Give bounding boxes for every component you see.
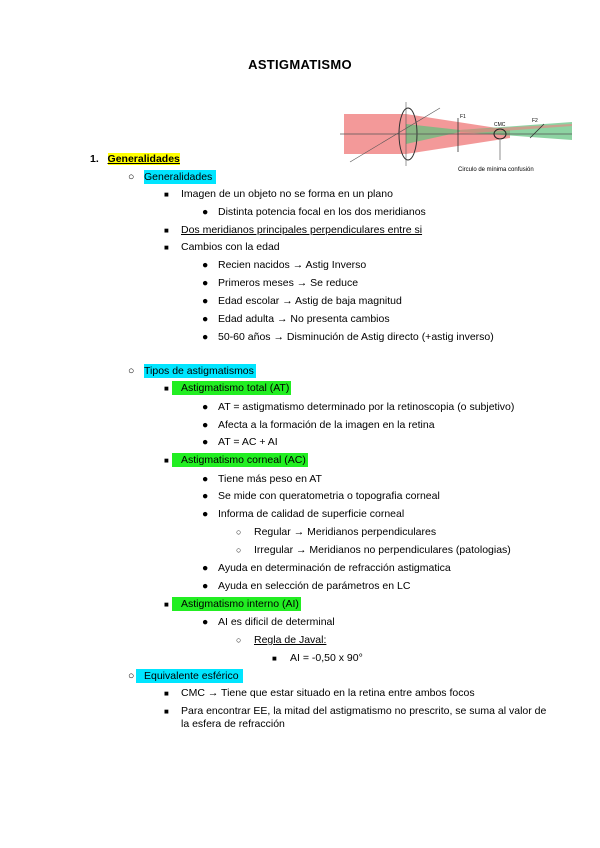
ai-label: Astigmatismo interno (AI) bbox=[172, 597, 301, 611]
dot-bullet-icon: ● bbox=[202, 206, 209, 218]
gen-item-1: Imagen de un objeto no se forma en un plano bbox=[181, 188, 393, 200]
dot-bullet-icon: ● bbox=[202, 616, 209, 628]
dot-bullet-icon: ● bbox=[202, 313, 209, 325]
focal-1-label: F1 bbox=[460, 114, 466, 120]
ac-item: Informa de calidad de superficie corneal bbox=[218, 508, 405, 520]
square-bullet-icon: ■ bbox=[164, 243, 169, 252]
page-title: ASTIGMATISMO bbox=[248, 57, 352, 72]
diagram-caption: Circulo de mínima confusión bbox=[458, 167, 534, 173]
age-item: Edad adulta → No presenta cambios bbox=[218, 313, 390, 325]
ac-sub-item: Irregular → Meridianos no perpendiculares (patologias) bbox=[254, 544, 511, 556]
age-item: Recien nacidos → Astig Inverso bbox=[218, 259, 367, 271]
ac-item: Se mide con queratometria o topografia corneal bbox=[218, 490, 440, 502]
ee-item-1: CMC → Tiene que estar situado en la retina entre ambos focos bbox=[181, 687, 475, 699]
section-heading bbox=[90, 152, 180, 166]
square-bullet-icon: ■ bbox=[272, 654, 277, 663]
age-item: 50-60 años → Disminución de Astig directo (+astig inverso) bbox=[218, 331, 494, 343]
cmc-label: CMC bbox=[494, 122, 506, 128]
ee-item-2-line-2: la esfera de refracción bbox=[181, 718, 285, 730]
age-item: Edad escolar → Astig de baja magnitud bbox=[218, 295, 402, 307]
dot-bullet-icon: ● bbox=[202, 490, 209, 502]
dot-bullet-icon: ● bbox=[202, 277, 209, 289]
hollow-bullet-icon: ○ bbox=[128, 365, 135, 377]
tipos-label: Tipos de astigmatismos bbox=[144, 365, 254, 377]
dot-bullet-icon: ● bbox=[202, 331, 209, 343]
hollow-bullet-icon: ○ bbox=[236, 527, 242, 537]
dot-bullet-icon: ● bbox=[202, 580, 209, 592]
hollow-bullet-icon: ○ bbox=[128, 171, 135, 183]
at-item: AT = astigmatismo determinado por la retinoscopia (o subjetivo) bbox=[218, 401, 515, 413]
dot-bullet-icon: ● bbox=[202, 508, 209, 520]
hollow-bullet-icon: ○ bbox=[236, 635, 242, 645]
age-item: Primeros meses → Se reduce bbox=[218, 277, 359, 289]
ac-label: Astigmatismo corneal (AC) bbox=[172, 453, 308, 467]
section-title: Generalidades bbox=[107, 153, 180, 165]
ai-item: AI es dificil de determinal bbox=[218, 616, 335, 628]
focal-2-label: F2 bbox=[532, 118, 538, 124]
square-bullet-icon: ■ bbox=[164, 707, 169, 716]
dot-bullet-icon: ● bbox=[202, 419, 209, 431]
square-bullet-icon: ■ bbox=[164, 190, 169, 199]
gen-item-1-sub: Distinta potencia focal en los dos meridianos bbox=[218, 206, 426, 218]
at-label: Astigmatismo total (AT) bbox=[172, 381, 291, 395]
square-bullet-icon: ■ bbox=[164, 689, 169, 698]
dot-bullet-icon: ● bbox=[202, 401, 209, 413]
javal-formula: AI = -0,50 x 90° bbox=[290, 652, 363, 664]
generalidades-label: Generalidades bbox=[144, 170, 216, 184]
ee-label: Equivalente esférico bbox=[136, 669, 243, 683]
dot-bullet-icon: ● bbox=[202, 259, 209, 271]
gen-item-2: Dos meridianos principales perpendiculares entre si bbox=[181, 224, 423, 236]
ac-sub-item: Regular → Meridianos perpendiculares bbox=[254, 526, 437, 538]
at-item: Afecta a la formación de la imagen en la retina bbox=[218, 419, 435, 431]
dot-bullet-icon: ● bbox=[202, 473, 209, 485]
ac-item: Ayuda en determinación de refracción astigmatica bbox=[218, 562, 451, 574]
ee-item-2-line-1: Para encontrar EE, la mitad del astigmatismo no prescrito, se suma al valor de bbox=[181, 705, 547, 717]
ac-item: Ayuda en selección de parámetros en LC bbox=[218, 580, 411, 592]
gen-item-3: Cambios con la edad bbox=[181, 241, 280, 253]
javal-rule: Regla de Javal: bbox=[254, 634, 327, 646]
dot-bullet-icon: ● bbox=[202, 562, 209, 574]
square-bullet-icon: ■ bbox=[164, 384, 169, 393]
at-item: AT = AC + AI bbox=[218, 436, 278, 448]
square-bullet-icon: ■ bbox=[164, 226, 169, 235]
square-bullet-icon: ■ bbox=[164, 456, 169, 465]
dot-bullet-icon: ● bbox=[202, 436, 209, 448]
dot-bullet-icon: ● bbox=[202, 295, 209, 307]
astigmatism-diagram bbox=[340, 100, 572, 176]
hollow-bullet-icon: ○ bbox=[128, 670, 135, 682]
square-bullet-icon: ■ bbox=[164, 600, 169, 609]
section-number: 1. bbox=[90, 153, 99, 165]
ac-item: Tiene más peso en AT bbox=[218, 473, 322, 485]
hollow-bullet-icon: ○ bbox=[236, 545, 242, 555]
